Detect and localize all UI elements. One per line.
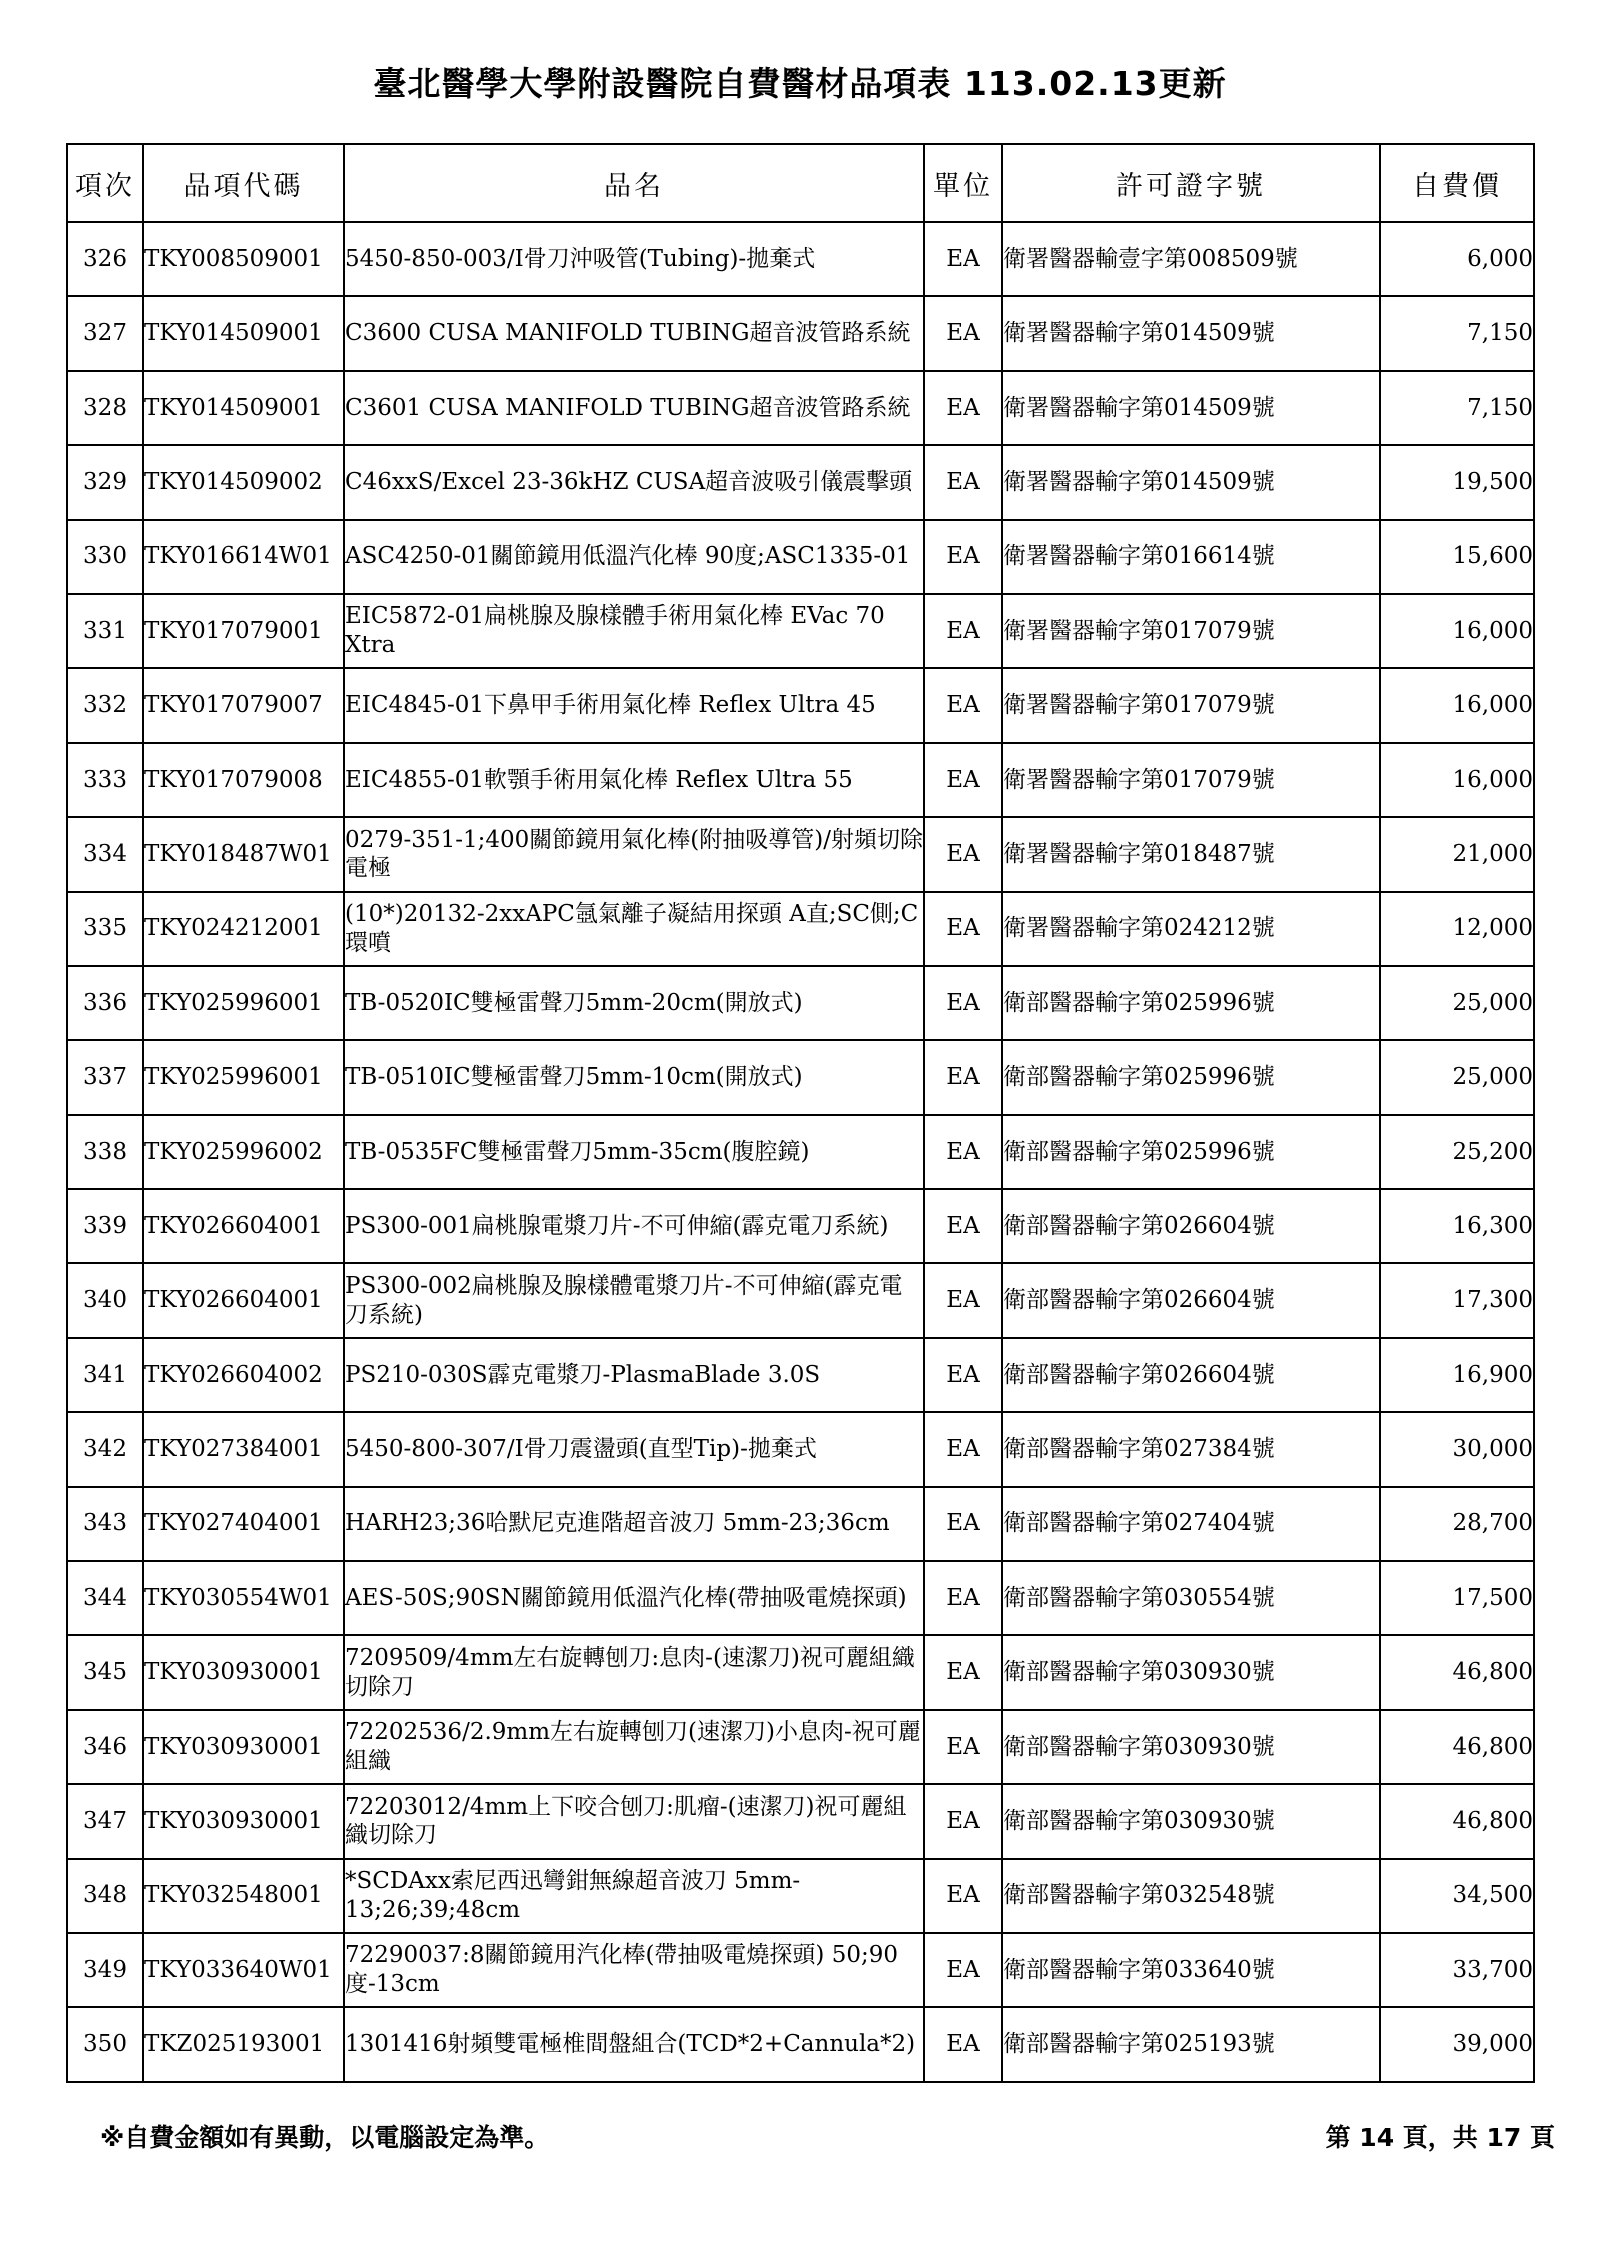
table-row: [67, 1263, 1534, 1337]
cell-code: TKY026604002: [143, 1338, 344, 1412]
table-row: [67, 296, 1534, 370]
cell-permit: 衛署醫器輸字第017079號: [1002, 668, 1380, 742]
cell-code: TKY026604001: [143, 1263, 344, 1337]
cell-name: 0279-351-1;400關節鏡用氣化棒(附抽吸導管)/射頻切除電極: [344, 817, 924, 891]
cell-name: TB-0535FC雙極雷聲刀5mm-35cm(腹腔鏡): [344, 1115, 924, 1189]
cell-code: TKY026604001: [143, 1189, 344, 1263]
table-row: [67, 222, 1534, 296]
cell-permit: 衛部醫器輸字第027384號: [1002, 1412, 1380, 1486]
table-row: [67, 743, 1534, 817]
cell-name: C46xxS/Excel 23-36kHZ CUSA超音波吸引儀震擊頭: [344, 445, 924, 519]
cell-code: TKY025996002: [143, 1115, 344, 1189]
cell-no: 326: [67, 222, 143, 296]
cell-name: C3601 CUSA MANIFOLD TUBING超音波管路系統: [344, 371, 924, 445]
cell-permit: 衛部醫器輸字第030930號: [1002, 1710, 1380, 1784]
cell-no: 343: [67, 1487, 143, 1561]
cell-no: 327: [67, 296, 143, 370]
cell-name: 1301416射頻雙電極椎間盤組合(TCD*2+Cannula*2): [344, 2007, 924, 2081]
cell-price: 17,300: [1380, 1263, 1534, 1337]
cell-unit: EA: [924, 371, 1002, 445]
cell-code: TKY027384001: [143, 1412, 344, 1486]
cell-no: 329: [67, 445, 143, 519]
cell-name: TB-0510IC雙極雷聲刀5mm-10cm(開放式): [344, 1040, 924, 1114]
table-header-row: [67, 144, 1534, 222]
cell-code: TKY014509001: [143, 296, 344, 370]
table-row: [67, 520, 1534, 594]
cell-unit: EA: [924, 296, 1002, 370]
cell-unit: EA: [924, 1487, 1002, 1561]
cell-code: TKY030930001: [143, 1635, 344, 1709]
cell-no: 337: [67, 1040, 143, 1114]
cell-code: TKY008509001: [143, 222, 344, 296]
cell-unit: EA: [924, 222, 1002, 296]
cell-no: 333: [67, 743, 143, 817]
cell-no: 346: [67, 1710, 143, 1784]
cell-name: C3600 CUSA MANIFOLD TUBING超音波管路系統: [344, 296, 924, 370]
cell-unit: EA: [924, 1784, 1002, 1858]
page-number: 第 14 頁，共 17 頁: [1325, 2123, 1555, 2152]
cell-unit: EA: [924, 2007, 1002, 2081]
cell-price: 7,150: [1380, 296, 1534, 370]
cell-no: 347: [67, 1784, 143, 1858]
cell-code: TKY017079007: [143, 668, 344, 742]
cell-price: 21,000: [1380, 817, 1534, 891]
cell-no: 336: [67, 966, 143, 1040]
cell-price: 25,000: [1380, 966, 1534, 1040]
cell-permit: 衛署醫器輸字第024212號: [1002, 892, 1380, 966]
cell-no: 339: [67, 1189, 143, 1263]
table-row: [67, 1115, 1534, 1189]
cell-permit: 衛部醫器輸字第030930號: [1002, 1635, 1380, 1709]
cell-name: ASC4250-01關節鏡用低溫汽化棒 90度;ASC1335-01: [344, 520, 924, 594]
cell-unit: EA: [924, 1115, 1002, 1189]
cell-name: TB-0520IC雙極雷聲刀5mm-20cm(開放式): [344, 966, 924, 1040]
cell-name: 72290037:8關節鏡用汽化棒(帶抽吸電燒探頭) 50;90度-13cm: [344, 1933, 924, 2007]
cell-name: EIC5872-01扁桃腺及腺樣體手術用氣化棒 EVac 70 Xtra: [344, 594, 924, 668]
cell-code: TKY024212001: [143, 892, 344, 966]
cell-name: 7209509/4mm左右旋轉刨刀:息肉-(速潔刀)祝可麗組織切除刀: [344, 1635, 924, 1709]
cell-unit: EA: [924, 1263, 1002, 1337]
cell-permit: 衛署醫器輸字第014509號: [1002, 296, 1380, 370]
table-row: [67, 1040, 1534, 1114]
cell-code: TKY030930001: [143, 1784, 344, 1858]
footer-note: ※自費金額如有異動，以電腦設定為準。: [100, 2123, 550, 2152]
cell-unit: EA: [924, 1338, 1002, 1412]
cell-unit: EA: [924, 1412, 1002, 1486]
cell-name: 72203012/4mm上下咬合刨刀:肌瘤-(速潔刀)祝可麗組織切除刀: [344, 1784, 924, 1858]
cell-price: 46,800: [1380, 1784, 1534, 1858]
cell-name: EIC4855-01軟顎手術用氣化棒 Reflex Ultra 55: [344, 743, 924, 817]
table-row: [67, 817, 1534, 891]
header-name: 品名: [344, 144, 924, 222]
cell-permit: 衛署醫器輸字第017079號: [1002, 594, 1380, 668]
cell-code: TKY017079001: [143, 594, 344, 668]
cell-unit: EA: [924, 1933, 1002, 2007]
cell-price: 46,800: [1380, 1710, 1534, 1784]
cell-permit: 衛部醫器輸字第025193號: [1002, 2007, 1380, 2081]
cell-unit: EA: [924, 594, 1002, 668]
cell-no: 340: [67, 1263, 143, 1337]
cell-no: 328: [67, 371, 143, 445]
cell-unit: EA: [924, 743, 1002, 817]
cell-name: HARH23;36哈默尼克進階超音波刀 5mm-23;36cm: [344, 1487, 924, 1561]
cell-price: 12,000: [1380, 892, 1534, 966]
cell-permit: 衛部醫器輸字第030930號: [1002, 1784, 1380, 1858]
cell-unit: EA: [924, 668, 1002, 742]
table-row: [67, 668, 1534, 742]
cell-unit: EA: [924, 817, 1002, 891]
cell-unit: EA: [924, 1635, 1002, 1709]
items-table: [66, 143, 1535, 2083]
cell-name: 5450-800-307/I骨刀震盪頭(直型Tip)-拋棄式: [344, 1412, 924, 1486]
cell-permit: 衛署醫器輸壹字第008509號: [1002, 222, 1380, 296]
header-unit: 單位: [924, 144, 1002, 222]
cell-unit: EA: [924, 445, 1002, 519]
cell-name: EIC4845-01下鼻甲手術用氣化棒 Reflex Ultra 45: [344, 668, 924, 742]
table-row: [67, 371, 1534, 445]
cell-unit: EA: [924, 1189, 1002, 1263]
cell-no: 331: [67, 594, 143, 668]
cell-price: 30,000: [1380, 1412, 1534, 1486]
cell-permit: 衛署醫器輸字第014509號: [1002, 371, 1380, 445]
cell-price: 16,000: [1380, 743, 1534, 817]
cell-permit: 衛部醫器輸字第025996號: [1002, 1040, 1380, 1114]
cell-unit: EA: [924, 1710, 1002, 1784]
cell-code: TKY014509001: [143, 371, 344, 445]
cell-price: 39,000: [1380, 2007, 1534, 2081]
cell-name: *SCDAxx索尼西迅彎鉗無線超音波刀 5mm-13;26;39;48cm: [344, 1859, 924, 1933]
cell-price: 15,600: [1380, 520, 1534, 594]
cell-unit: EA: [924, 892, 1002, 966]
table-row: [67, 594, 1534, 668]
cell-code: TKY016614W01: [143, 520, 344, 594]
header-no: 項次: [67, 144, 143, 222]
table-row: [67, 1189, 1534, 1263]
cell-price: 25,000: [1380, 1040, 1534, 1114]
table-row: [67, 445, 1534, 519]
cell-permit: 衛部醫器輸字第032548號: [1002, 1859, 1380, 1933]
table-row: [67, 1710, 1534, 1784]
cell-name: 5450-850-003/I骨刀沖吸管(Tubing)-拋棄式: [344, 222, 924, 296]
table-row: [67, 2007, 1534, 2081]
cell-no: 341: [67, 1338, 143, 1412]
table-row: [67, 1784, 1534, 1858]
cell-price: 16,000: [1380, 668, 1534, 742]
cell-code: TKY014509002: [143, 445, 344, 519]
cell-no: 344: [67, 1561, 143, 1635]
table-body: [67, 222, 1534, 2082]
cell-permit: 衛部醫器輸字第025996號: [1002, 966, 1380, 1040]
cell-code: TKY017079008: [143, 743, 344, 817]
cell-price: 6,000: [1380, 222, 1534, 296]
cell-name: AES-50S;90SN關節鏡用低溫汽化棒(帶抽吸電燒探頭): [344, 1561, 924, 1635]
cell-no: 338: [67, 1115, 143, 1189]
table-row: [67, 1487, 1534, 1561]
cell-no: 350: [67, 2007, 143, 2081]
cell-price: 46,800: [1380, 1635, 1534, 1709]
cell-permit: 衛部醫器輸字第027404號: [1002, 1487, 1380, 1561]
cell-unit: EA: [924, 520, 1002, 594]
cell-permit: 衛部醫器輸字第026604號: [1002, 1338, 1380, 1412]
cell-price: 28,700: [1380, 1487, 1534, 1561]
table-row: [67, 1338, 1534, 1412]
cell-no: 348: [67, 1859, 143, 1933]
cell-price: 16,900: [1380, 1338, 1534, 1412]
cell-code: TKY018487W01: [143, 817, 344, 891]
cell-price: 7,150: [1380, 371, 1534, 445]
header-permit: 許可證字號: [1002, 144, 1380, 222]
cell-name: PS210-030S霹克電漿刀-PlasmaBlade 3.0S: [344, 1338, 924, 1412]
cell-no: 334: [67, 817, 143, 891]
cell-price: 16,300: [1380, 1189, 1534, 1263]
cell-price: 34,500: [1380, 1859, 1534, 1933]
cell-code: TKZ025193001: [143, 2007, 344, 2081]
cell-permit: 衛部醫器輸字第033640號: [1002, 1933, 1380, 2007]
cell-permit: 衛署醫器輸字第016614號: [1002, 520, 1380, 594]
table-row: [67, 1859, 1534, 1933]
table-row: [67, 1635, 1534, 1709]
cell-name: 72202536/2.9mm左右旋轉刨刀(速潔刀)小息肉-祝可麗組織: [344, 1710, 924, 1784]
table-row: [67, 1933, 1534, 2007]
cell-unit: EA: [924, 966, 1002, 1040]
cell-price: 25,200: [1380, 1115, 1534, 1189]
cell-no: 342: [67, 1412, 143, 1486]
cell-permit: 衛署醫器輸字第018487號: [1002, 817, 1380, 891]
cell-no: 349: [67, 1933, 143, 2007]
cell-price: 33,700: [1380, 1933, 1534, 2007]
cell-no: 345: [67, 1635, 143, 1709]
cell-code: TKY027404001: [143, 1487, 344, 1561]
cell-price: 19,500: [1380, 445, 1534, 519]
cell-permit: 衛部醫器輸字第030554號: [1002, 1561, 1380, 1635]
table-row: [67, 892, 1534, 966]
cell-code: TKY030554W01: [143, 1561, 344, 1635]
cell-price: 16,000: [1380, 594, 1534, 668]
cell-permit: 衛署醫器輸字第017079號: [1002, 743, 1380, 817]
cell-permit: 衛部醫器輸字第026604號: [1002, 1263, 1380, 1337]
cell-name: PS300-002扁桃腺及腺樣體電漿刀片-不可伸縮(霹克電刀系統): [344, 1263, 924, 1337]
table-row: [67, 966, 1534, 1040]
cell-code: TKY032548001: [143, 1859, 344, 1933]
cell-no: 332: [67, 668, 143, 742]
cell-price: 17,500: [1380, 1561, 1534, 1635]
cell-unit: EA: [924, 1040, 1002, 1114]
table-row: [67, 1412, 1534, 1486]
cell-no: 330: [67, 520, 143, 594]
cell-code: TKY030930001: [143, 1710, 344, 1784]
cell-code: TKY025996001: [143, 1040, 344, 1114]
cell-permit: 衛部醫器輸字第025996號: [1002, 1115, 1380, 1189]
cell-code: TKY025996001: [143, 966, 344, 1040]
table-row: [67, 1561, 1534, 1635]
header-price: 自費價: [1380, 144, 1534, 222]
cell-permit: 衛署醫器輸字第014509號: [1002, 445, 1380, 519]
cell-unit: EA: [924, 1859, 1002, 1933]
cell-no: 335: [67, 892, 143, 966]
cell-name: (10*)20132-2xxAPC氬氣離子凝結用探頭 A直;SC側;C環噴: [344, 892, 924, 966]
cell-permit: 衛部醫器輸字第026604號: [1002, 1189, 1380, 1263]
header-code: 品項代碼: [143, 144, 344, 222]
cell-unit: EA: [924, 1561, 1002, 1635]
cell-name: PS300-001扁桃腺電漿刀片-不可伸縮(霹克電刀系統): [344, 1189, 924, 1263]
page-title: 臺北醫學大學附設醫院自費醫材品項表 113.02.13更新: [373, 64, 1227, 103]
cell-code: TKY033640W01: [143, 1933, 344, 2007]
